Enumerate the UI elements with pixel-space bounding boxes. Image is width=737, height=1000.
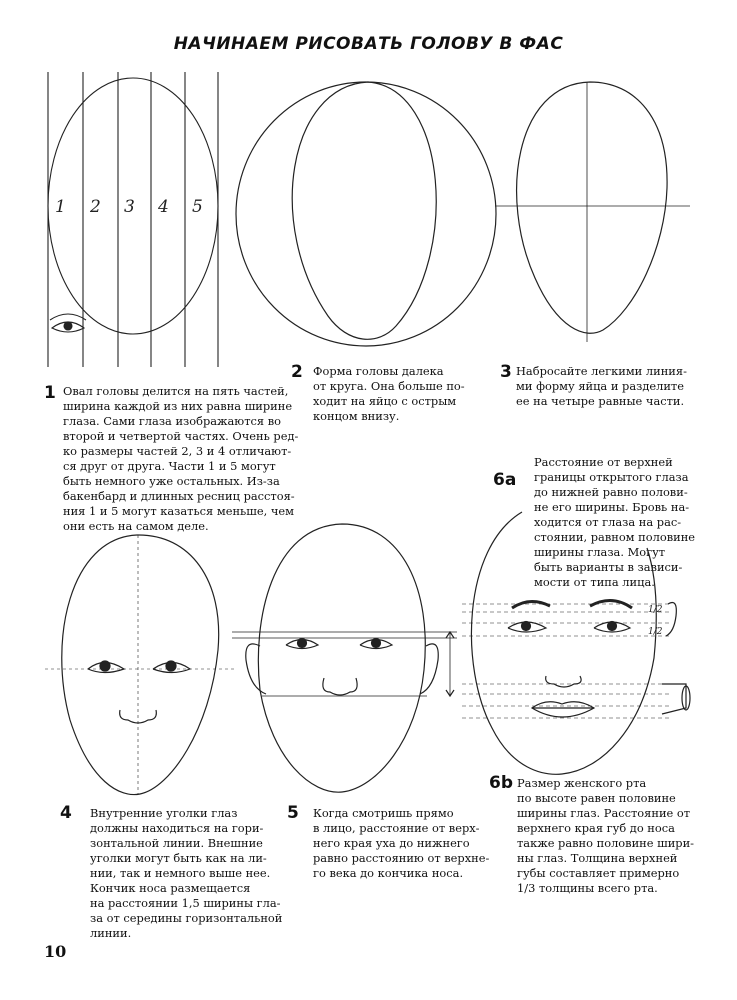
figure-6-female-face	[462, 508, 694, 783]
step-1-number: 1	[44, 383, 56, 403]
figure-4-face-features	[40, 530, 240, 805]
division-label: 5	[192, 197, 203, 217]
step-3-text: Набросайте легкими линия- ми форму яйца и разделите ее на четыре равные части.	[516, 364, 687, 408]
female-face-drawing	[462, 508, 694, 783]
step-5-number: 5	[287, 803, 299, 823]
right-ear-icon	[420, 644, 438, 694]
page-title: НАЧИНАЕМ РИСОВАТЬ ГОЛОВУ В ФАС	[173, 34, 564, 54]
page-number: 10	[44, 942, 67, 961]
left-ear-icon	[246, 644, 266, 694]
mouth-icon	[532, 702, 594, 717]
step-6b-number: 6b	[489, 773, 513, 793]
figure-5-face-ears	[232, 520, 462, 800]
step-3-number: 3	[500, 362, 512, 382]
egg-cross-drawing	[495, 78, 695, 353]
step-6a-text: Расстояние от верхней границы открытого глаза до нижней равно полови- не его ширины. Бровь на- ходится от глаза на рас- стоянии, равном половине ширины глаза. Могут быть варианты в зависи- мости от типа лица.	[534, 455, 696, 589]
figure-3-egg-quartered	[495, 78, 695, 353]
fraction-label: 1/2	[648, 605, 663, 615]
face-ears-drawing	[232, 520, 462, 800]
division-label: 3	[124, 197, 135, 217]
circle-egg-drawing	[228, 76, 498, 356]
fraction-label: 1/2	[648, 627, 663, 637]
step-4-text: Внутренние уголки глаз должны находиться на гори- зонтальной линии. Внешние уголки могут быть как на ли- нии, так и немного выше нее. Кончик носа размещается на расстоянии 1,5 ширины гла- за от середины горизонтальной линии.	[90, 806, 283, 940]
step-5-text: Когда смотришь прямо в лицо, расстояние от верх- него края уха до нижнего равно расстоянию от верхне- го века до кончика носа.	[313, 806, 490, 880]
left-brow-icon	[512, 601, 550, 608]
figure-1-five-divisions	[40, 72, 240, 372]
division-label: 1	[55, 197, 66, 217]
step-1-text: Овал головы делится на пять частей, ширина каждой из них равна ширине глаза. Сами глаза изображаются во второй и четвертой частях. Очень ред- ко размеры частей 2, 3 и 4 отличают- ся друг от друга. Части 1 и 5 могут быть немного уже остальных. Из-за бакенбард и длинных ресниц расстоя- ния 1 и 5 могут казаться меньше, чем они есть на самом деле.	[63, 384, 299, 533]
figure-2-circle-vs-egg	[228, 76, 498, 356]
division-label: 4	[158, 197, 169, 217]
face-features-drawing	[40, 530, 240, 805]
division-label: 2	[90, 197, 101, 217]
step-6b-text: Размер женского рта по высоте равен половине ширины глаз. Расстояние от верхнего края губ до носа также равно половине шири- ны глаз. Толщина верхней губы составляет примерно 1/3 толщины всего рта.	[517, 776, 695, 895]
step-2-text: Форма головы далека от круга. Она больше по- ходит на яйцо с острым концом внизу.	[313, 364, 465, 423]
oval-divided-drawing	[40, 72, 240, 372]
step-4-number: 4	[60, 803, 72, 823]
step-2-number: 2	[291, 362, 303, 382]
step-6a-number: 6a	[493, 470, 517, 490]
